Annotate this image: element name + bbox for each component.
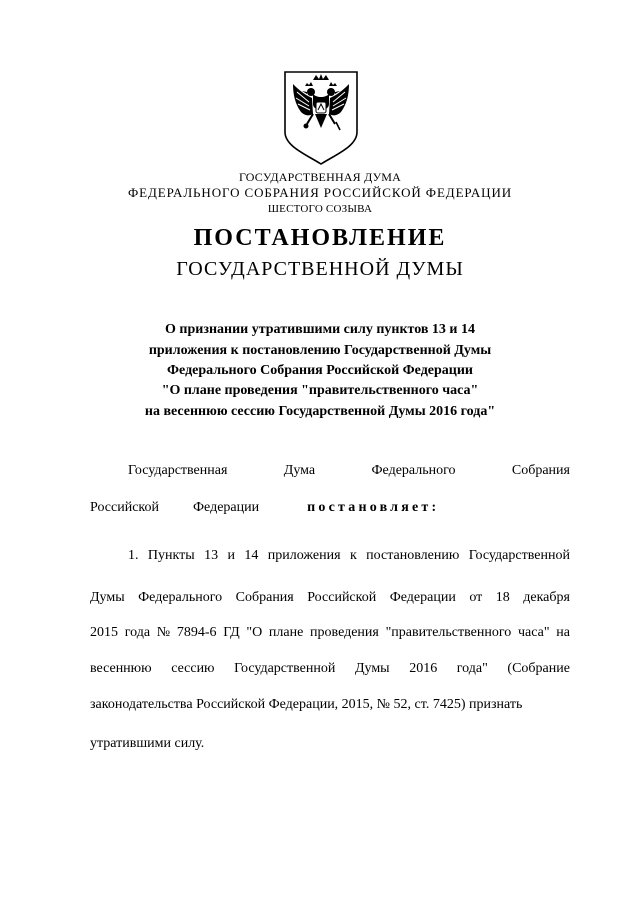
body-word: от (469, 590, 483, 605)
body-word: на (556, 625, 570, 640)
preamble-word: Федерального (371, 463, 456, 478)
body-word: декабря (523, 590, 570, 605)
document-issuer-heading: ГОСУДАРСТВЕННОЙ ДУМЫ (176, 258, 464, 280)
preamble-word: Собрания (511, 463, 570, 478)
body-word: Государственной (468, 548, 570, 563)
resolution-title-line: на весеннюю сессию Государственной Думы 2016 года" (144, 404, 496, 419)
body-line (90, 625, 570, 641)
decree-verb: постановляет (307, 500, 432, 515)
body-word: № (156, 625, 171, 640)
body-word: Думы (354, 661, 390, 676)
body-text: утратившими силу. (90, 736, 205, 751)
body-text: законодательства Российской Федерации, 2015, № 52, ст. 7425) признать (90, 697, 523, 712)
body-line (90, 548, 570, 564)
body-word: 18 (495, 590, 510, 605)
body-word: ГД (223, 625, 240, 640)
body-word: Федерации (389, 590, 456, 605)
coat-of-arms-icon (283, 70, 359, 166)
org-name-line2: ФЕДЕРАЛЬНОГО СОБРАНИЯ РОССИЙСКОЙ ФЕДЕРАЦИИ (127, 185, 513, 200)
body-word: 1. (128, 548, 139, 563)
body-word: часа" (517, 625, 550, 640)
body-word: весеннюю (90, 661, 152, 676)
body-line (90, 697, 570, 713)
resolution-title-line: "О плане проведения "правительственного часа" (161, 383, 479, 398)
preamble-word: Федерации (193, 500, 260, 515)
convocation-line: ШЕСТОГО СОЗЫВА (267, 203, 373, 215)
resolution-title-line: приложения к постановлению Государственной Думы (148, 343, 492, 358)
body-word: Собрания (235, 590, 294, 605)
body-word: 7894-6 (176, 625, 217, 640)
body-word: к (349, 548, 357, 563)
body-word: плане (268, 625, 304, 640)
body-word: сессию (171, 661, 215, 676)
preamble-word: Российской (90, 500, 159, 515)
preamble-word: Дума (283, 463, 316, 478)
body-line (90, 661, 570, 677)
body-word: проведения (310, 625, 379, 640)
body-word: Думы (90, 590, 125, 605)
document-type-heading: ПОСТАНОВЛЕНИЕ (193, 225, 447, 251)
body-word: Российской (307, 590, 377, 605)
body-word: 2015 (90, 625, 118, 640)
body-word: "О (246, 625, 263, 640)
body-word: года (124, 625, 151, 640)
body-word: приложения (267, 548, 341, 563)
body-word: 14 (244, 548, 259, 563)
body-word: Пункты (147, 548, 195, 563)
body-word: и (227, 548, 235, 563)
body-word: (Собрание (507, 661, 570, 676)
body-word: 2016 (409, 661, 438, 676)
body-word: Федерального (138, 590, 223, 605)
body-word: "правительственного (385, 625, 512, 640)
body-line (90, 590, 570, 606)
body-line (90, 736, 570, 752)
preamble-line (90, 500, 570, 516)
preamble-line (90, 463, 570, 479)
resolution-title-line: О признании утратившими силу пунктов 13 и 14 (165, 322, 475, 337)
body-word: постановлению (366, 548, 460, 563)
org-name-line1: ГОСУДАРСТВЕННАЯ ДУМА (238, 170, 402, 184)
preamble-word: Государственная (128, 463, 228, 478)
resolution-title-line: Федерального Собрания Российской Федерации (167, 363, 473, 378)
decree-colon: : (431, 500, 437, 515)
body-word: года" (456, 661, 488, 676)
body-word: 13 (204, 548, 219, 563)
body-word: Государственной (234, 661, 336, 676)
